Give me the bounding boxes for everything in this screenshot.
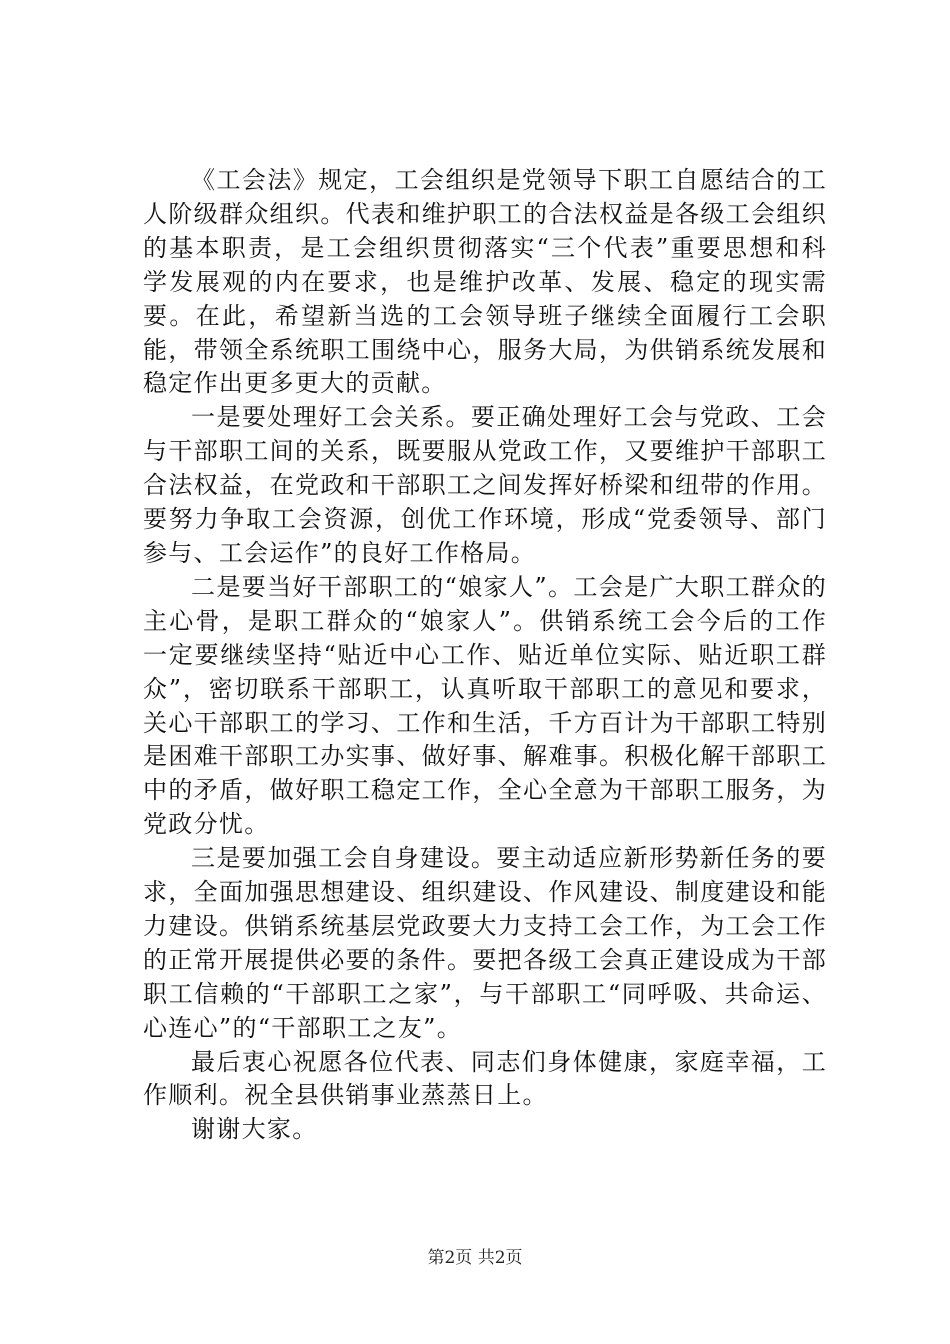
paragraph-point-two: 二是要当好干部职工的“娘家人”。工会是广大职工群众的主心骨，是职工群众的“娘家人”。供销系统工会今后的工作一定要继续坚持“贴近中心工作、贴近单位实际、贴近职工群众”，密切联系干部职工，认真听取干部职工的意见和要求，关心干部职工的学习、工作和生活，千方百计为干部职工特别是困难干部职工办实事、做好事、解难事。积极化解干部职工中的矛盾，做好职工稳定工作，全心全意为干部职工服务，为党政分忧。 (143, 572, 827, 839)
paragraph-union-law: 《工会法》规定，工会组织是党领导下职工自愿结合的工人阶级群众组织。代表和维护职工的合法权益是各级工会组织的基本职责，是工会组织贯彻落实“三个代表”重要思想和科学发展观的内在要求，也是维护改革、发展、稳定的现实需要。在此，希望新当选的工会领导班子继续全面履行工会职能，带领全系统职工围绕中心，服务大局，为供销系统发展和稳定作出更多更大的贡献。 (143, 166, 827, 398)
paragraph-closing-wishes: 最后衷心祝愿各位代表、同志们身体健康，家庭幸福，工作顺利。祝全县供销事业蒸蒸日上。 (143, 1047, 827, 1110)
paragraph-point-one: 一是要处理好工会关系。要正确处理好工会与党政、工会与干部职工间的关系，既要服从党政工作，又要维护干部职工合法权益，在党政和干部职工之间发挥好桥梁和纽带的作用。要努力争取工会资源，创优工作环境，形成“党委领导、部门参与、工会运作”的良好工作格局。 (143, 403, 827, 567)
paragraph-point-three: 三是要加强工会自身建设。要主动适应新形势新任务的要求，全面加强思想建设、组织建设、作风建设、制度建设和能力建设。供销系统基层党政要大力支持工会工作，为工会工作的正常开展提供必要的条件。要把各级工会真正建设成为干部职工信赖的“干部职工之家”，与干部职工“同呼吸、共命运、心连心”的“干部职工之友”。 (143, 844, 827, 1042)
page-number-footer: 第2页 共2页 (427, 1248, 523, 1268)
paragraph-thanks: 谢谢大家。 (191, 1115, 318, 1144)
document-body (143, 164, 827, 1147)
